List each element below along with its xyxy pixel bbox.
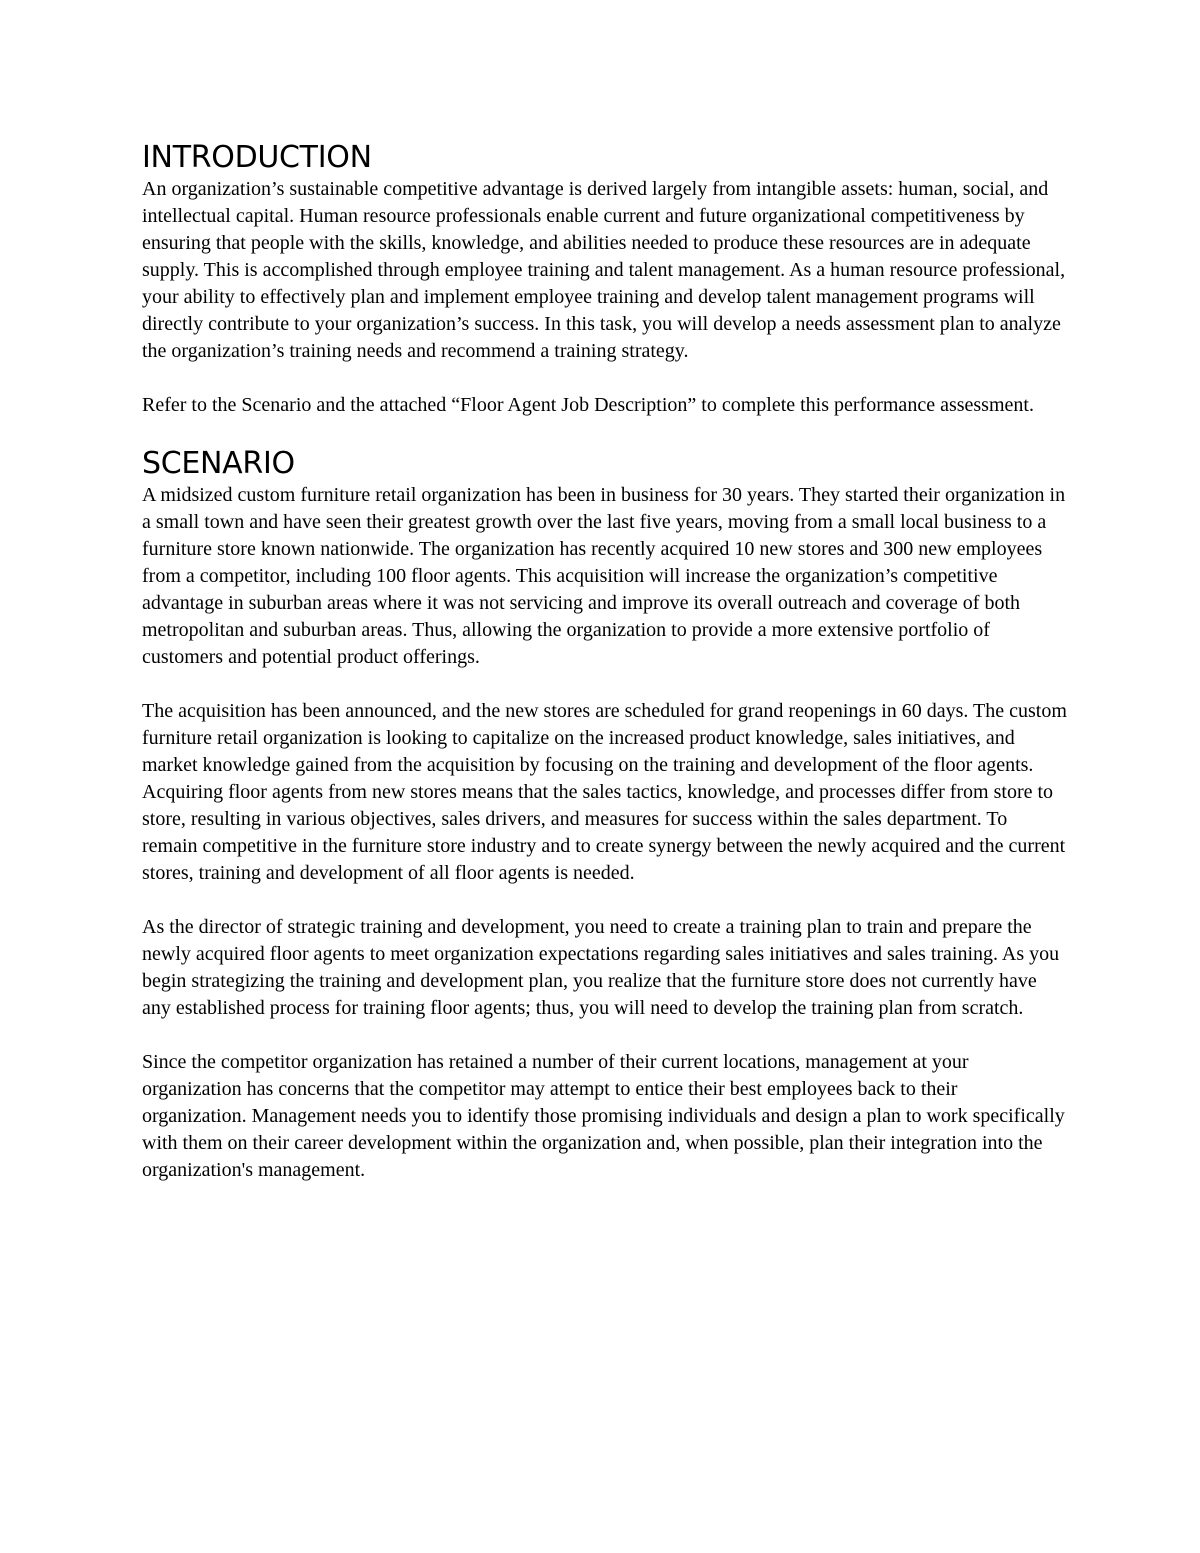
introduction-paragraph: An organization’s sustainable competitive advantage is derived largely from intangible assets: human, social, and intellectual capital. Human resource professionals enable current and future organizational competitiveness by ensuring that people with the skills, knowledge, and abilities needed to produce these resources are in adequate supply. This is accomplished through employee training and talent management. As a human resource professional, your ability to effectively plan and implement employee training and develop talent management programs will directly contribute to your organization’s success. In this task, you will develop a needs assessment plan to analyze the organization’s training needs and recommend a training strategy. [142,178,1066,362]
scenario-heading: SCENARIO [142,446,295,481]
scenario-paragraph: The acquisition has been announced, and the new stores are scheduled for grand reopenings in 60 days. The custom furniture retail organization is looking to capitalize on the increased product knowledge, sales initiatives, and market knowledge gained from the acquisition by focusing on the training and development of the floor agents. Acquiring floor agents from new stores means that the sales tactics, knowledge, and processes differ from store to store, resulting in various objectives, sales drivers, and measures for success within the sales department. To remain competitive in the furniture store industry and to create synergy between the newly acquired and the current stores, training and development of all floor agents is needed. [142,700,1067,884]
introduction-paragraph: Refer to the Scenario and the attached “Floor Agent Job Description” to complete this performance assessment. [142,394,1034,416]
introduction-heading: INTRODUCTION [142,140,372,175]
document-page [142,140,1067,1211]
scenario-paragraph: Since the competitor organization has retained a number of their current locations, management at your organization has concerns that the competitor may attempt to entice their best employees back to their organization. Management needs you to identify those promising individuals and design a plan to work specifically with them on their career development within the organization and, when possible, plan their integration into the organization's management. [142,1051,1065,1181]
scenario-paragraph: As the director of strategic training and development, you need to create a training plan to train and prepare the newly acquired floor agents to meet organization expectations regarding sales initiatives and sales training. As you begin strategizing the training and development plan, you realize that the furniture store does not currently have any established process for training floor agents; thus, you will need to develop the training plan from scratch. [142,916,1060,1019]
scenario-paragraph: A midsized custom furniture retail organization has been in business for 30 years. They started their organization in a small town and have seen their greatest growth over the last five years, moving from a small local business to a furniture store known nationwide. The organization has recently acquired 10 new stores and 300 new employees from a competitor, including 100 floor agents. This acquisition will increase the organization’s competitive advantage in suburban areas where it was not servicing and improve its overall outreach and coverage of both metropolitan and suburban areas. Thus, allowing the organization to provide a more extensive portfolio of customers and potential product offerings. [142,484,1066,668]
